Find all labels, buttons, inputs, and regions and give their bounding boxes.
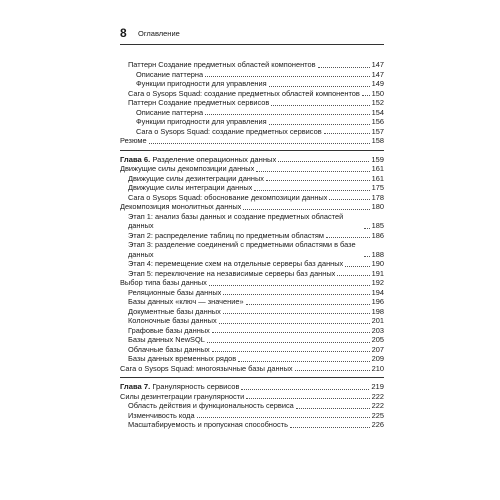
toc-entry[interactable]: [120, 127, 384, 137]
entry-title: Облачные базы данных: [128, 344, 210, 354]
entry-title: Функции пригодности для управления: [136, 79, 267, 88]
entry-page: 156: [371, 117, 384, 126]
entry-title: Движущие силы дезинтеграции данных: [128, 173, 264, 183]
chapter-divider: [120, 377, 384, 378]
chapter-title: Гранулярность сервисов: [152, 382, 240, 391]
leader-dots: [295, 370, 370, 371]
leader-dots: [219, 323, 370, 324]
leader-dots: [197, 417, 370, 418]
entry-title: Базы данных временных рядов: [128, 354, 237, 363]
toc-entry[interactable]: [120, 259, 384, 269]
toc-block-3: [120, 392, 384, 430]
chapter-page: 219: [371, 382, 384, 391]
toc-entry[interactable]: [120, 411, 384, 421]
toc-entry[interactable]: [120, 326, 384, 336]
toc-entry[interactable]: [120, 60, 384, 70]
leader-dots: [345, 266, 369, 267]
leader-dots: [296, 408, 370, 409]
entry-title: Декомпозиция монолитных данных: [120, 202, 242, 211]
entry-title: Описание паттерна: [136, 107, 204, 117]
entry-title: Сага о Sysops Squad: обоснование декомпозиции данных: [128, 192, 328, 202]
entry-page: 196: [371, 297, 384, 306]
entry-page: 191: [371, 268, 384, 278]
toc-entry[interactable]: [120, 164, 384, 174]
entry-page: 185: [371, 221, 384, 230]
entry-title: Этап 4: перемещение схем на отдельные серверы баз данных: [128, 259, 344, 268]
toc-entry[interactable]: [120, 79, 384, 89]
leader-dots: [362, 95, 370, 96]
toc-entry[interactable]: [120, 240, 384, 259]
entry-page: 154: [371, 107, 384, 117]
leader-dots: [324, 133, 370, 134]
toc-block-2: [120, 164, 384, 373]
entry-title: Этап 5: переключение на независимые серверы баз данных: [128, 268, 336, 278]
leader-dots: [223, 313, 370, 314]
table-of-contents: [120, 60, 384, 430]
chapter-title: Разделение операционных данных: [152, 154, 277, 164]
leader-dots: [209, 285, 370, 286]
toc-block-1: [120, 60, 384, 146]
entry-page: 222: [371, 391, 384, 401]
leader-dots: [205, 76, 370, 77]
toc-entry[interactable]: [120, 420, 384, 430]
toc-entry[interactable]: [120, 307, 384, 317]
toc-entry[interactable]: [120, 193, 384, 203]
entry-page: 186: [371, 230, 384, 240]
leader-dots: [149, 143, 370, 144]
entry-title: Этап 2: распределение таблиц по предметным областям: [128, 230, 324, 240]
toc-chapter-6[interactable]: [120, 155, 384, 165]
leader-dots: [246, 304, 370, 305]
chapter-page: 159: [371, 154, 384, 164]
entry-page: 192: [371, 278, 384, 287]
entry-title: Реляционные базы данных: [128, 287, 222, 297]
leader-dots: [337, 275, 369, 276]
entry-page: 158: [371, 136, 384, 145]
toc-entry[interactable]: [120, 174, 384, 184]
entry-page: 157: [371, 126, 384, 136]
leader-dots: [269, 124, 370, 125]
entry-title: Резюме: [120, 136, 147, 145]
entry-page: 205: [371, 335, 384, 344]
toc-entry[interactable]: [120, 345, 384, 355]
entry-title: Сага о Sysops Squad: создание предметных областей компонентов: [128, 88, 360, 98]
leader-dots: [212, 351, 370, 352]
leader-dots: [364, 228, 370, 229]
entry-page: 210: [371, 363, 384, 373]
toc-entry[interactable]: [120, 278, 384, 288]
entry-page: 226: [371, 420, 384, 429]
entry-page: 207: [371, 344, 384, 354]
entry-page: 209: [371, 354, 384, 363]
toc-entry[interactable]: [120, 231, 384, 241]
chapter-divider: [120, 150, 384, 151]
entry-page: 188: [371, 249, 384, 259]
toc-entry[interactable]: [120, 117, 384, 127]
toc-entry[interactable]: [120, 297, 384, 307]
entry-page: 161: [371, 173, 384, 183]
leader-dots: [205, 114, 370, 115]
entry-title: Выбор типа базы данных: [120, 278, 207, 287]
entry-title: Область действия и функциональность сервиса: [128, 401, 294, 410]
entry-title: Силы дезинтеграции гранулярности: [120, 391, 245, 401]
entry-title: Описание паттерна: [136, 69, 204, 79]
leader-dots: [212, 332, 370, 333]
entry-title: Функции пригодности для управления: [136, 117, 267, 126]
running-title: Оглавление: [138, 29, 180, 38]
leader-dots: [243, 209, 369, 210]
entry-page: 178: [371, 192, 384, 202]
entry-title: Базы данных NewSQL: [128, 335, 205, 344]
entry-title: Масштабируемость и пропускная способность: [128, 420, 288, 429]
leader-dots: [290, 427, 370, 428]
leader-dots: [223, 294, 369, 295]
toc-entry[interactable]: [120, 288, 384, 298]
leader-dots: [278, 161, 369, 162]
leader-dots: [238, 361, 369, 362]
leader-dots: [326, 237, 370, 238]
leader-dots: [246, 398, 369, 399]
entry-page: 147: [371, 60, 384, 69]
entry-title: Базы данных «ключ — значение»: [128, 297, 244, 306]
entry-page: 180: [371, 202, 384, 211]
leader-dots: [207, 342, 370, 343]
toc-entry[interactable]: [120, 335, 384, 345]
leader-dots: [241, 389, 369, 390]
entry-title: Сага о Sysops Squad: создание предметных сервисов: [136, 126, 322, 136]
entry-page: 194: [371, 287, 384, 297]
entry-page: 175: [371, 183, 384, 192]
leader-dots: [256, 171, 369, 172]
leader-dots: [364, 256, 370, 257]
toc-entry[interactable]: [120, 401, 384, 411]
page-number: 8: [120, 26, 127, 40]
entry-page: 203: [371, 325, 384, 335]
toc-entry[interactable]: [120, 269, 384, 279]
entry-title: Документные базы данных: [128, 306, 221, 316]
leader-dots: [269, 86, 370, 87]
entry-title: Паттерн Создание предметных областей компонентов: [128, 60, 316, 69]
page-header: [120, 28, 384, 45]
leader-dots: [254, 190, 369, 191]
entry-page: 190: [371, 259, 384, 268]
leader-dots: [329, 199, 369, 200]
toc-entry[interactable]: [120, 183, 384, 193]
entry-title: Паттерн Создание предметных сервисов: [128, 98, 270, 107]
entry-page: 201: [371, 316, 384, 325]
entry-page: 161: [371, 164, 384, 173]
leader-dots: [318, 67, 370, 68]
toc-entry[interactable]: [120, 89, 384, 99]
toc-entry[interactable]: [120, 364, 384, 374]
leader-dots: [266, 180, 370, 181]
entry-title: Изменчивость кода: [128, 410, 195, 420]
toc-chapter-7[interactable]: [120, 382, 384, 392]
entry-page: 222: [371, 401, 384, 410]
toc-entry[interactable]: [120, 98, 384, 108]
entry-title: Этап 1: анализ базы данных и создание предметных областей данных: [128, 211, 344, 230]
entry-page: 225: [371, 410, 384, 420]
entry-page: 152: [371, 98, 384, 107]
entry-page: 198: [371, 306, 384, 316]
entry-title: Движущие силы декомпозиции данных: [120, 164, 255, 173]
entry-title: Графовые базы данных: [128, 325, 210, 335]
toc-entry[interactable]: [120, 354, 384, 364]
chapter-label: Глава 6.: [120, 154, 151, 164]
chapter-label: Глава 7.: [120, 382, 151, 391]
toc-entry[interactable]: [120, 136, 384, 146]
toc-entry[interactable]: [120, 392, 384, 402]
toc-entry[interactable]: [120, 108, 384, 118]
leader-dots: [271, 105, 369, 106]
entry-title: Колоночные базы данных: [128, 316, 217, 325]
entry-title: Сага о Sysops Squad: многоязычные базы данных: [120, 363, 293, 373]
toc-entry[interactable]: [120, 212, 384, 231]
toc-entry[interactable]: [120, 202, 384, 212]
entry-title: Движущие силы интеграции данных: [128, 183, 253, 192]
toc-entry[interactable]: [120, 316, 384, 326]
entry-page: 150: [371, 88, 384, 98]
entry-page: 147: [371, 69, 384, 79]
toc-entry[interactable]: [120, 70, 384, 80]
entry-title: Этап 3: разделение соединений с предметными областями в базе данных: [128, 240, 356, 259]
entry-page: 149: [371, 79, 384, 88]
